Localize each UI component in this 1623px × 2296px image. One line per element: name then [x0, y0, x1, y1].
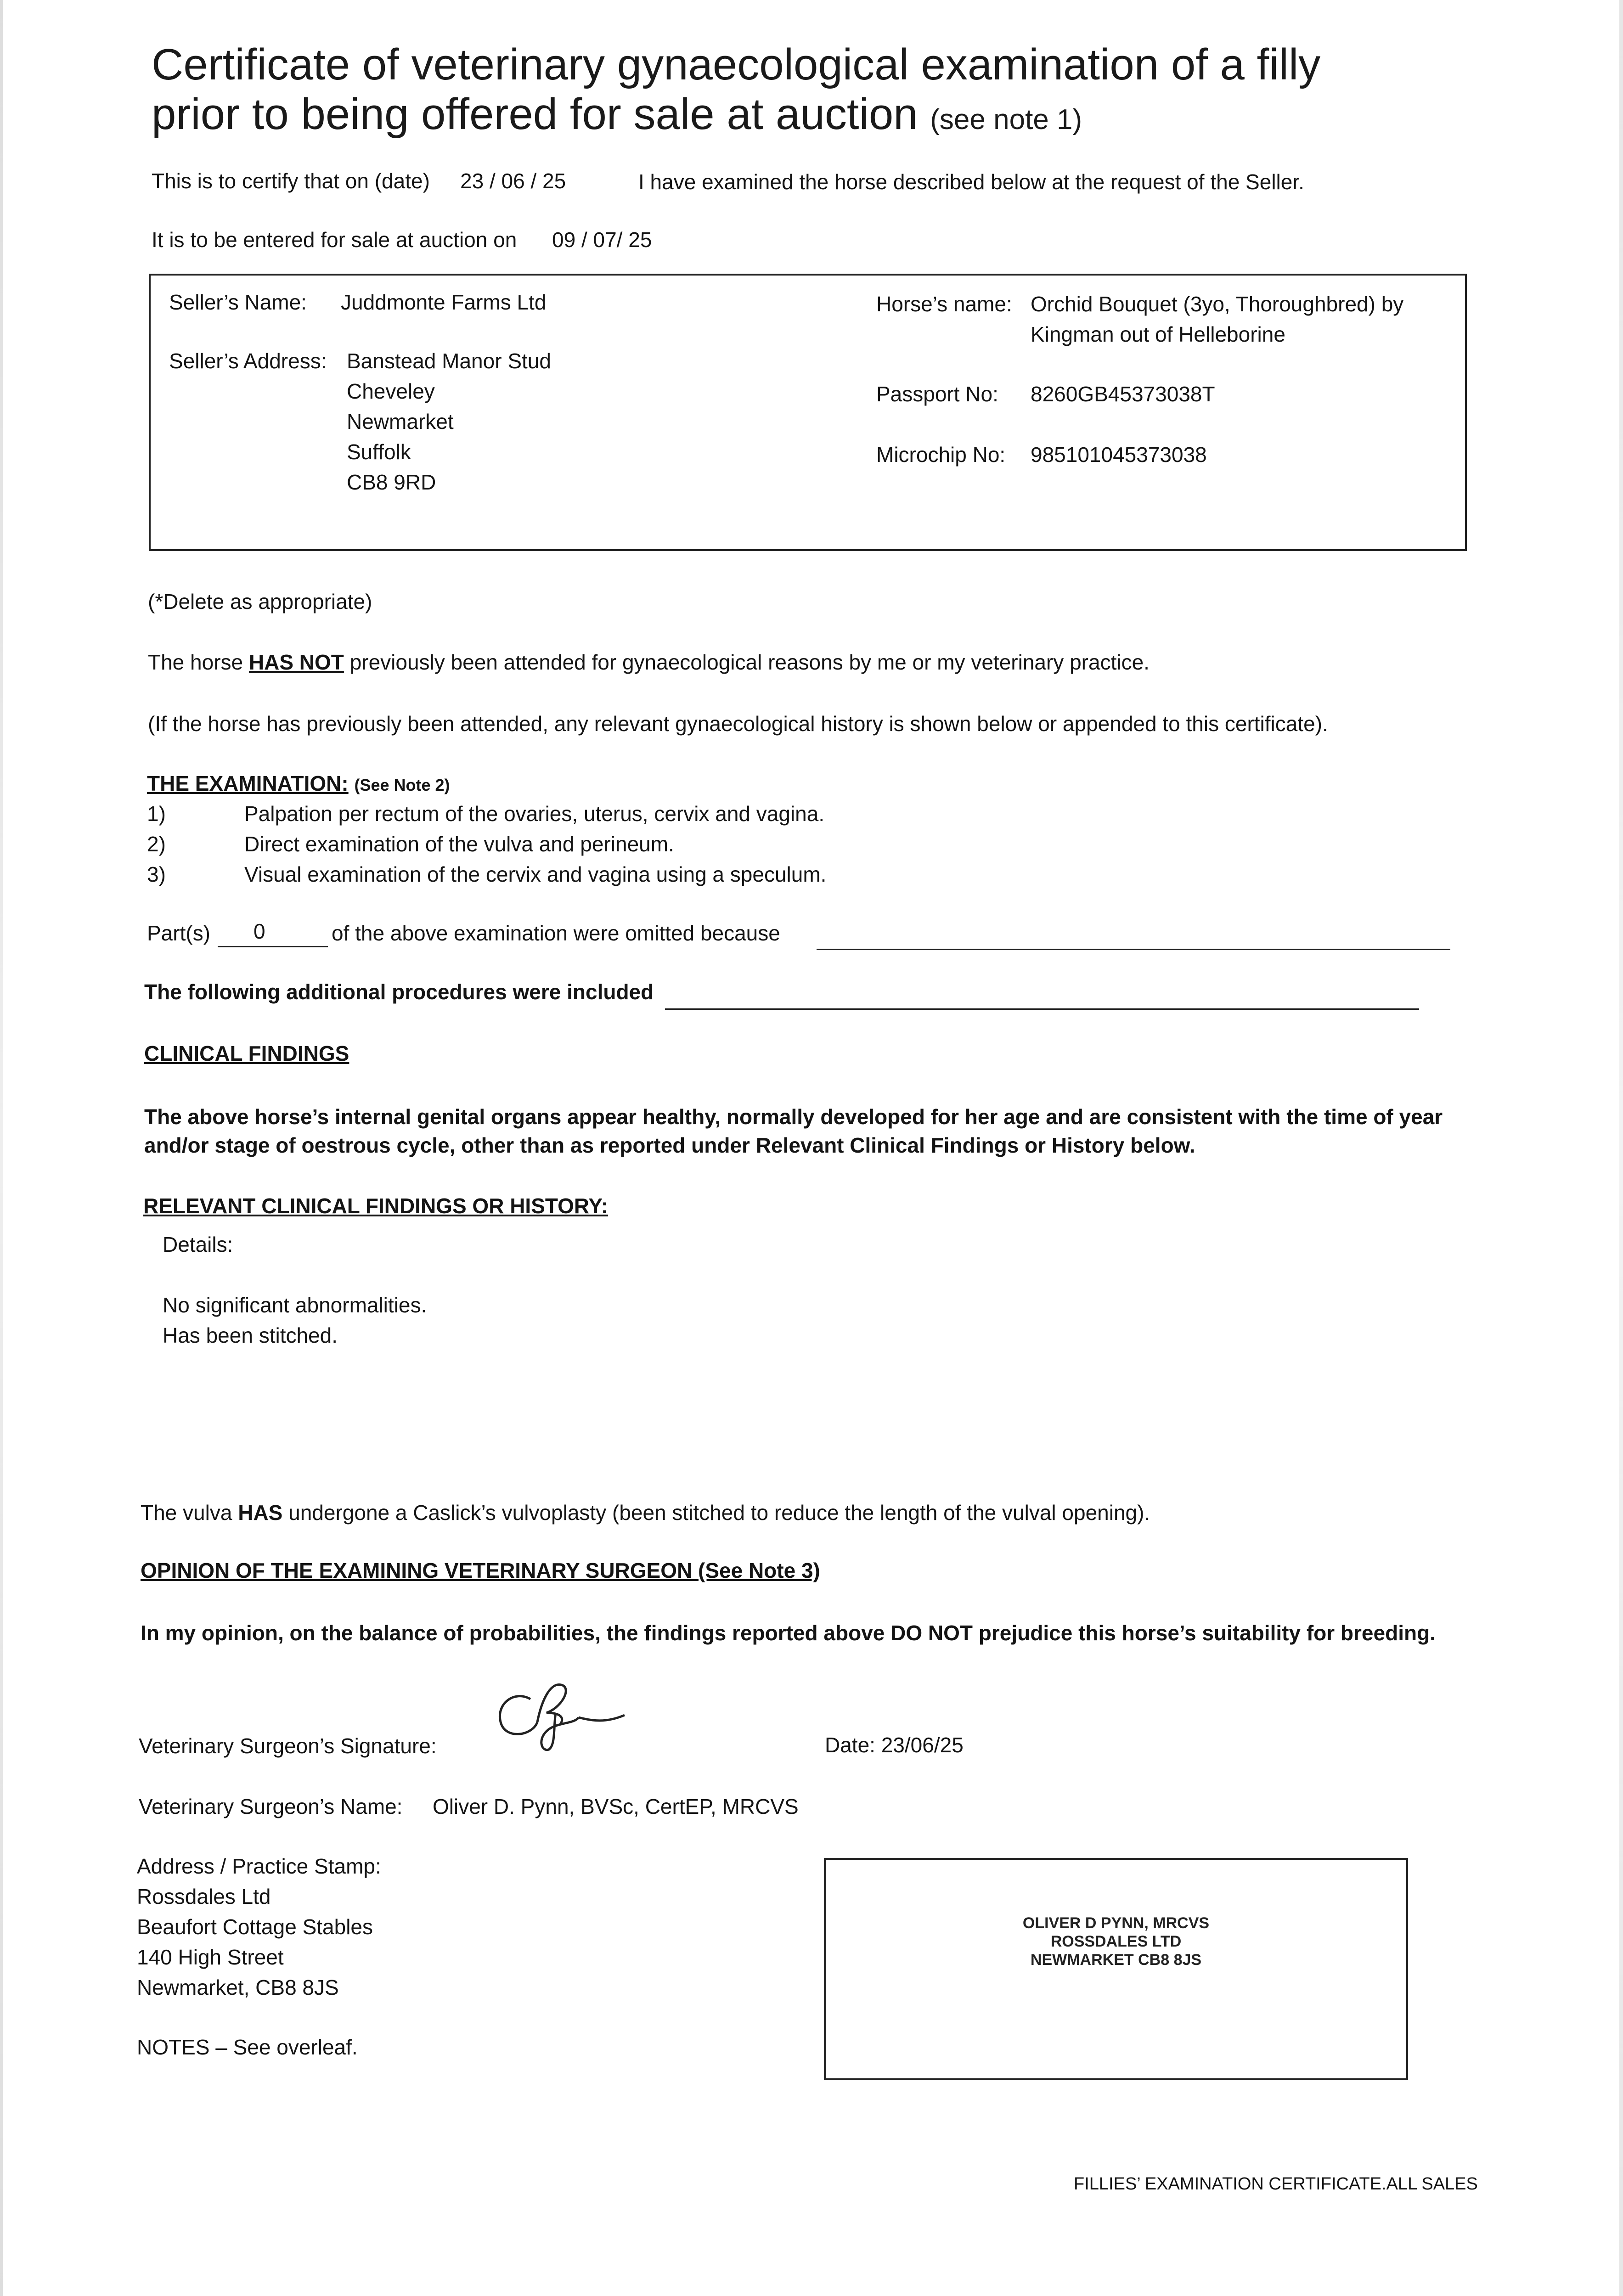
auction-prefix: It is to be entered for sale at auction on [152, 228, 517, 252]
certify-prefix: This is to certify that on (date) [152, 169, 430, 193]
clinical-findings-line1: The above horse’s internal genital organs appear healthy, normally developed for her age and are consistent with the time of year [144, 1105, 1443, 1129]
exam-item-number: 1) [147, 802, 166, 826]
passport-number: 8260GB45373038T [1031, 382, 1215, 406]
omitted-prefix: Part(s) [147, 921, 210, 945]
practice-address-line: Rossdales Ltd [137, 1885, 271, 1908]
vulva-statement [141, 1500, 1150, 1525]
exam-item-number: 2) [147, 832, 166, 856]
seller-address-line: CB8 9RD [347, 470, 436, 494]
practice-address-line: 140 High Street [137, 1945, 284, 1969]
seller-address-line: Suffolk [347, 440, 411, 464]
certificate-title-line2 [152, 90, 1082, 144]
details-line: Has been stitched. [163, 1323, 338, 1347]
practice-stamp [824, 1914, 1408, 1969]
seller-address-line: Banstead Manor Stud [347, 349, 551, 373]
stamp-line: NEWMARKET CB8 8JS [1030, 1951, 1202, 1969]
certificate-title-line1: Certificate of veterinary gynaecological examination of a filly [152, 40, 1321, 89]
seller-name: Juddmonte Farms Ltd [341, 290, 547, 314]
vulva-status: HAS [238, 1501, 283, 1525]
details-line: No significant abnormalities. [163, 1293, 427, 1317]
footer-form-name: FILLIES’ EXAMINATION CERTIFICATE.ALL SALES [1074, 2174, 1478, 2194]
stamp-line: ROSSDALES LTD [1050, 1933, 1182, 1950]
relevant-findings-heading: RELEVANT CLINICAL FINDINGS OR HISTORY: [143, 1194, 609, 1218]
surgeon-name: Oliver D. Pynn, BVSc, CertEP, MRCVS [433, 1795, 799, 1818]
attended-statement [148, 649, 1150, 675]
history-note: (If the horse has previously been attended, any relevant gynaecological history is shown below or appended to this certificate). [148, 712, 1328, 736]
certificate-title-line2-text: prior to being offered for sale at auction [152, 90, 918, 139]
omitted-suffix: of the above examination were omitted because [332, 921, 780, 945]
examination-note: (See Note 2) [354, 776, 450, 794]
microchip-label: Microchip No: [876, 443, 1006, 467]
horse-name-label: Horse’s name: [876, 292, 1012, 316]
seller-address-line: Cheveley [347, 379, 435, 403]
exam-date: 23 / 06 / 25 [460, 169, 566, 193]
certify-suffix: I have examined the horse described below at the request of the Seller. [638, 170, 1304, 194]
examination-heading-row [147, 771, 450, 798]
attended-suffix: previously been attended for gynaecological reasons by me or my veterinary practice. [349, 650, 1150, 674]
exam-item-number: 3) [147, 862, 166, 886]
handwritten-signature [487, 1671, 652, 1754]
seller-name-label: Seller’s Name: [169, 290, 307, 314]
additional-procedures-line [665, 1008, 1419, 1010]
details-label: Details: [163, 1232, 233, 1256]
opinion-heading: OPINION OF THE EXAMINING VETERINARY SURGEON (See Note 3) [141, 1559, 820, 1582]
exam-item-text: Visual examination of the cervix and vagina using a speculum. [244, 862, 827, 886]
exam-item-text: Palpation per rectum of the ovaries, uterus, cervix and vagina. [244, 802, 825, 826]
seller-address-label: Seller’s Address: [169, 349, 327, 373]
horse-name-line1: Orchid Bouquet (3yo, Thoroughbred) by [1031, 292, 1404, 316]
attended-status: HAS NOT [248, 650, 344, 674]
practice-label: Address / Practice Stamp: [137, 1854, 381, 1878]
omitted-value: 0 [254, 919, 265, 943]
clinical-findings-line2: and/or stage of oestrous cycle, other than as reported under Relevant Clinical Findings or History below. [144, 1133, 1195, 1157]
practice-address-line: Newmarket, CB8 8JS [137, 1975, 339, 1999]
exam-item-text: Direct examination of the vulva and perineum. [244, 832, 674, 856]
vulva-prefix: The vulva [141, 1501, 232, 1525]
microchip-number: 985101045373038 [1031, 443, 1207, 467]
clinical-findings-heading: CLINICAL FINDINGS [144, 1041, 349, 1065]
seller-address-line: Newmarket [347, 410, 454, 433]
signature-label: Veterinary Surgeon’s Signature: [139, 1734, 437, 1758]
practice-address-line: Beaufort Cottage Stables [137, 1915, 373, 1939]
signature-date: Date: 23/06/25 [825, 1733, 964, 1757]
omitted-value-line [218, 946, 328, 947]
scan-left-edge [0, 0, 3, 2296]
title-note: (see note 1) [930, 104, 1082, 135]
horse-name-line2: Kingman out of Helleborine [1031, 322, 1285, 346]
stamp-line: OLIVER D PYNN, MRCVS [1022, 1914, 1210, 1932]
practice-stamp-box [824, 1858, 1408, 2080]
passport-label: Passport No: [876, 382, 998, 406]
vulva-suffix: undergone a Caslick’s vulvoplasty (been stitched to reduce the length of the vulval opening). [288, 1501, 1150, 1525]
delete-note: (*Delete as appropriate) [148, 590, 372, 613]
attended-prefix: The horse [148, 650, 243, 674]
opinion-text: In my opinion, on the balance of probabilities, the findings reported above DO NOT prejudice this horse’s suitability for breeding. [141, 1621, 1436, 1645]
surgeon-name-label: Veterinary Surgeon’s Name: [139, 1795, 403, 1818]
omitted-reason-line [817, 949, 1450, 950]
examination-heading: THE EXAMINATION: [147, 771, 349, 795]
additional-procedures-label: The following additional procedures were included [144, 980, 654, 1004]
notes-overleaf: NOTES – See overleaf. [137, 2035, 358, 2059]
scan-right-edge [1619, 0, 1623, 2296]
auction-date: 09 / 07/ 25 [552, 228, 652, 252]
